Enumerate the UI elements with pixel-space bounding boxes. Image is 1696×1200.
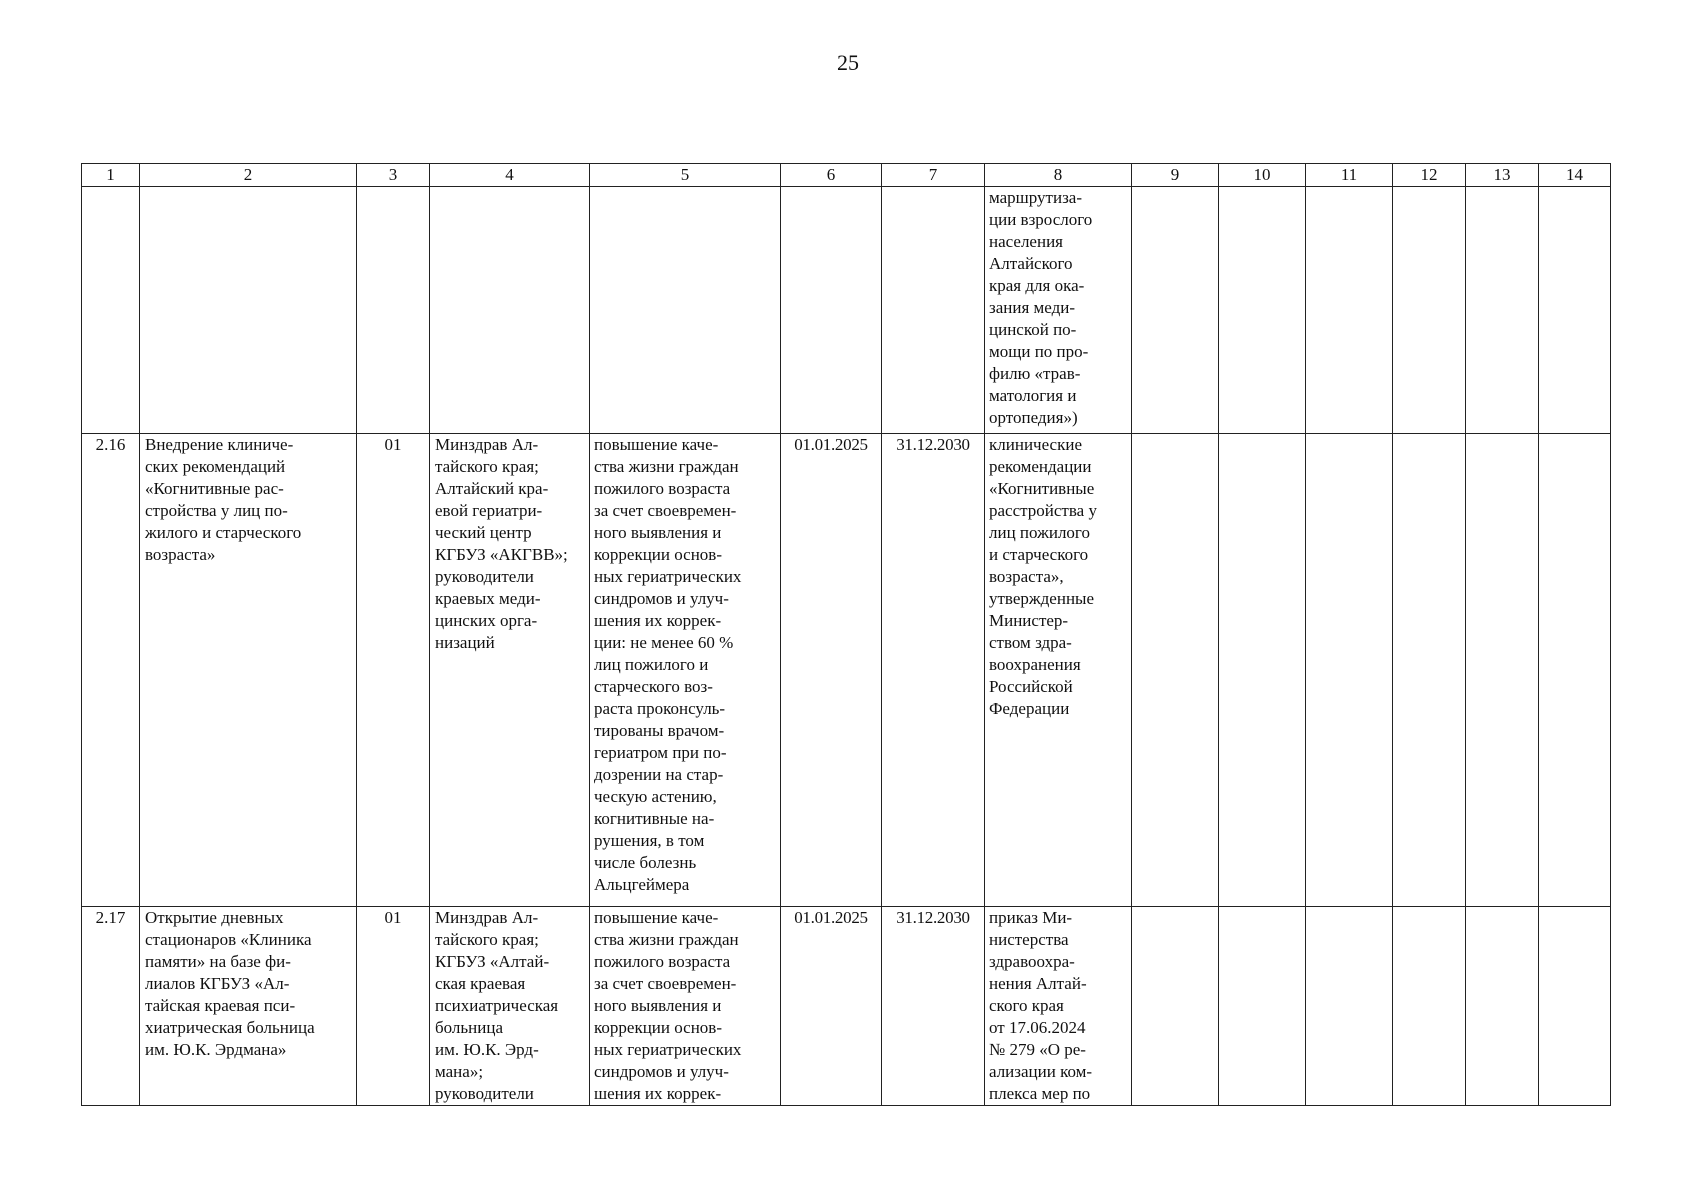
row-number-cell: 2.16 [82, 434, 140, 907]
code-cell: 01 [357, 434, 430, 907]
measures-table [81, 163, 1611, 1106]
table-header-row [82, 164, 1611, 187]
document-cell: приказ Ми- нистерства здравоохра- нения Алтай- ского края от 17.06.2024 № 279 «О ре- ализации ком- плекса мер по [985, 907, 1132, 1106]
end-date-cell: 31.12.2030 [882, 907, 985, 1106]
table-row [82, 434, 1611, 907]
page-number: 25 [837, 50, 859, 75]
empty-cell [1306, 187, 1393, 434]
empty-cell [357, 187, 430, 434]
header-cell: 14 [1539, 164, 1611, 187]
empty-cell [1539, 187, 1611, 434]
row-number-cell: 2.17 [82, 907, 140, 1106]
measure-name-cell: Внедрение клиниче- ских рекомендаций «Когнитивные рас- стройства у лиц по- жилого и старческого возраста» [140, 434, 357, 907]
empty-cell [1393, 434, 1466, 907]
empty-cell [1219, 434, 1306, 907]
header-cell: 10 [1219, 164, 1306, 187]
header-cell: 1 [82, 164, 140, 187]
empty-cell [1393, 187, 1466, 434]
table-row [82, 907, 1611, 1106]
empty-cell [140, 187, 357, 434]
code-cell: 01 [357, 907, 430, 1106]
empty-cell [590, 187, 781, 434]
empty-cell [1306, 434, 1393, 907]
header-cell: 3 [357, 164, 430, 187]
end-date-cell: 31.12.2030 [882, 434, 985, 907]
empty-cell [1132, 434, 1219, 907]
empty-cell [1219, 907, 1306, 1106]
document-cell: маршрутиза- ции взрослого населения Алтайского края для ока- зания меди- цинской по- мощи по про- филю «трав- матология и ортопедия») [985, 187, 1132, 434]
header-cell: 11 [1306, 164, 1393, 187]
empty-cell [1132, 907, 1219, 1106]
executors-cell: Минздрав Ал- тайского края; КГБУЗ «Алтай- ская краевая психиатрическая больница им. Ю.К. Эрд- мана»; руководители [430, 907, 590, 1106]
empty-cell [1539, 434, 1611, 907]
empty-cell [882, 187, 985, 434]
empty-cell [1393, 907, 1466, 1106]
header-cell: 5 [590, 164, 781, 187]
empty-cell [430, 187, 590, 434]
header-cell: 2 [140, 164, 357, 187]
header-cell: 4 [430, 164, 590, 187]
executors-cell: Минздрав Ал- тайского края; Алтайский кра- евой гериатри- ческий центр КГБУЗ «АКГВВ»; руководители краевых меди- цинских орга- низаций [430, 434, 590, 907]
table-row-continuation [82, 187, 1611, 434]
start-date-cell: 01.01.2025 [781, 434, 882, 907]
document-cell: клинические рекомендации «Когнитивные расстройства у лиц пожилого и старческого возраста», утвержденные Министер- ством здра- воохранения Российской Федерации [985, 434, 1132, 907]
empty-cell [1306, 907, 1393, 1106]
empty-cell [1539, 907, 1611, 1106]
header-cell: 9 [1132, 164, 1219, 187]
empty-cell [1132, 187, 1219, 434]
header-cell: 8 [985, 164, 1132, 187]
empty-cell [1219, 187, 1306, 434]
empty-cell [1466, 434, 1539, 907]
result-cell: повышение каче- ства жизни граждан пожилого возраста за счет своевремен- ного выявления и коррекции основ- ных гериатрических синдромов и улуч- шения их коррек- [590, 907, 781, 1106]
header-cell: 7 [882, 164, 985, 187]
empty-cell [82, 187, 140, 434]
result-cell: повышение каче- ства жизни граждан пожилого возраста за счет своевремен- ного выявления и коррекции основ- ных гериатрических синдромов и улуч- шения их коррек- ции: не менее 60 % лиц пожилого и старческого воз- раста проконсуль- тированы врачом- гериатром при по- дозрении на стар- ческую астению, когнитивные на- рушения, в том числе болезнь Альцгеймера [590, 434, 781, 907]
start-date-cell: 01.01.2025 [781, 907, 882, 1106]
empty-cell [781, 187, 882, 434]
empty-cell [1466, 907, 1539, 1106]
header-cell: 12 [1393, 164, 1466, 187]
header-cell: 6 [781, 164, 882, 187]
header-cell: 13 [1466, 164, 1539, 187]
measure-name-cell: Открытие дневных стационаров «Клиника памяти» на базе фи- лиалов КГБУЗ «Ал- тайская краевая пси- хиатрическая больница им. Ю.К. Эрдмана» [140, 907, 357, 1106]
empty-cell [1466, 187, 1539, 434]
